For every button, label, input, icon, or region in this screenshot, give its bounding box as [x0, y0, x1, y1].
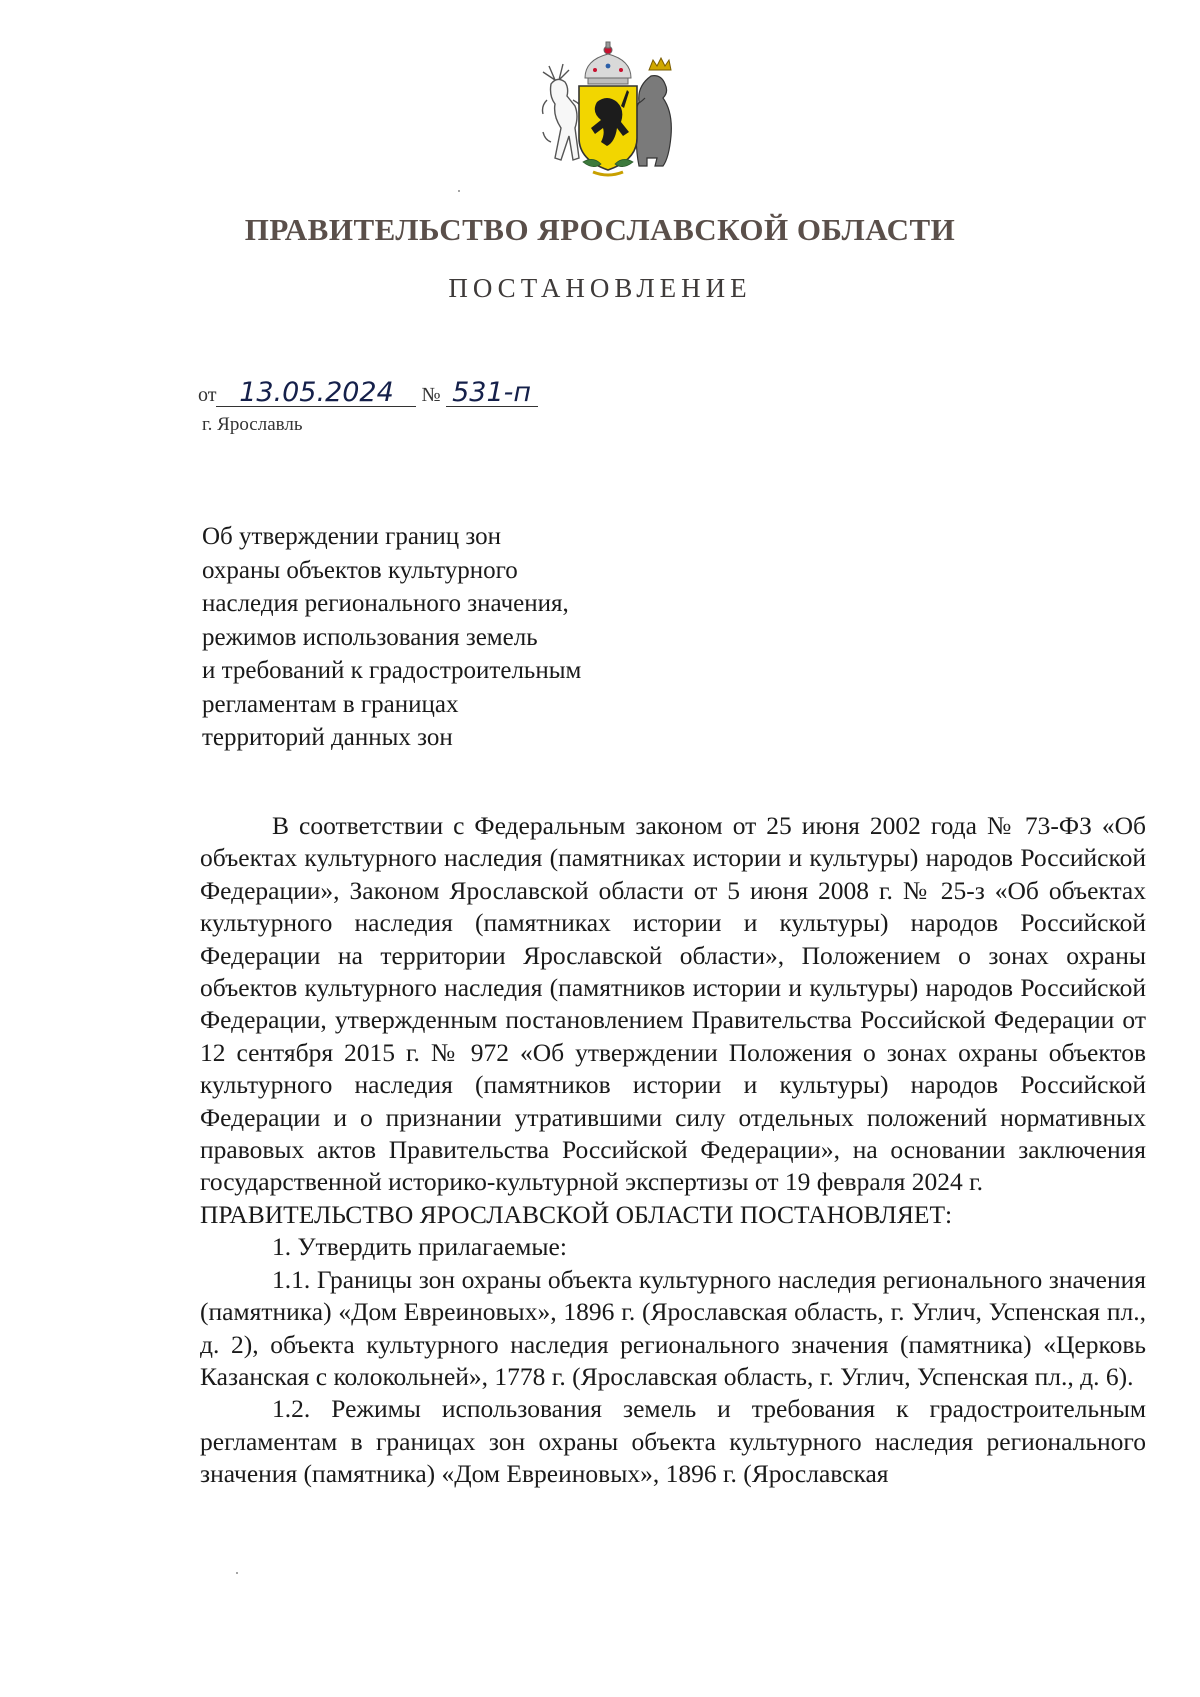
small-crown-icon [649, 58, 671, 70]
scan-speck [458, 190, 460, 192]
number-label: № [421, 384, 441, 406]
item-1-2: 1.2. Режимы использования земель и требования к градостроительным регламентам в границах зон охраны объекта культурного наследия регионального значения (памятника) «Дом Евреиновых», 1896 г. (Ярославская [200, 1394, 1146, 1489]
subject-line: режимов использования земель [202, 623, 538, 651]
date-prefix: от [198, 384, 217, 406]
subject-block [202, 520, 722, 755]
crown-icon [585, 42, 631, 84]
bear-supporter-icon [633, 76, 671, 166]
coat-of-arms-icon [533, 40, 683, 180]
subject-line: и требований к градостроительным [202, 657, 582, 684]
subject-line: регламентам в границах [202, 690, 459, 718]
subject-line: охраны объектов культурного [202, 556, 518, 584]
shield-icon [579, 86, 637, 170]
preamble-paragraph: В соответствии с Федеральным законом от 25 июня 2002 года № 73-ФЗ «Об объектах культурного наследия (памятниках истории и культуры) народов Российской Федерации», Законом Ярославской области от 5 июня 2008 г. № 25-з «Об объектах культурного наследия (памятниках истории и культуры) народов Российской Федерации на территории Ярославской области», Положением о зонах охраны объектов культурного наследия (памятников истории и культуры) народов Российской Федерации, утвержденным постановлением Правительства Российской Федерации от 12 сентября 2015 г. № 972 «Об утверждении Положения о зонах охраны объектов культурного наследия (памятников истории и культуры) народов Российской Федерации и о признании утратившими силу отдельных положений нормативных правовых актов Правительства Российской Федерации», на основании заключения государственной историко-культурной экспертизы от 19 февраля 2024 г. [200, 811, 1146, 1197]
subject-line: территорий данных зон [202, 724, 453, 751]
city: г. Ярославль [202, 414, 303, 435]
subject-line: Об утверждении границ зон [202, 523, 502, 550]
item-1: 1. Утвердить прилагаемые: [272, 1232, 567, 1262]
document-type: ПОСТАНОВЛЕНИЕ [448, 273, 752, 303]
document-body [200, 810, 1146, 1491]
item-1-1: 1.1. Границы зон охраны объекта культурного наследия регионального значения (памятника) «Дом Евреиновых», 1896 г. (Ярославская область, г. Углич, Успенская пл., д. 2), объекта культурного наследия регионального значения (памятника) «Церковь Казанская с колокольней», 1778 г. (Ярославская область, г. Углич, Успенская пл., д. 6). [200, 1264, 1146, 1391]
resolves-line: ПРАВИТЕЛЬСТВО ЯРОСЛАВСКОЙ ОБЛАСТИ ПОСТАНОВЛЯЕТ: [200, 1199, 953, 1229]
date-number-line [198, 377, 538, 408]
subject-line: наследия регионального значения, [202, 590, 569, 617]
organization-title: ПРАВИТЕЛЬСТВО ЯРОСЛАВСКОЙ ОБЛАСТИ [244, 212, 956, 247]
scan-speck [236, 1572, 238, 1574]
handwritten-date: 13.05.2024 [216, 380, 416, 407]
handwritten-number: 531-п [446, 380, 538, 407]
